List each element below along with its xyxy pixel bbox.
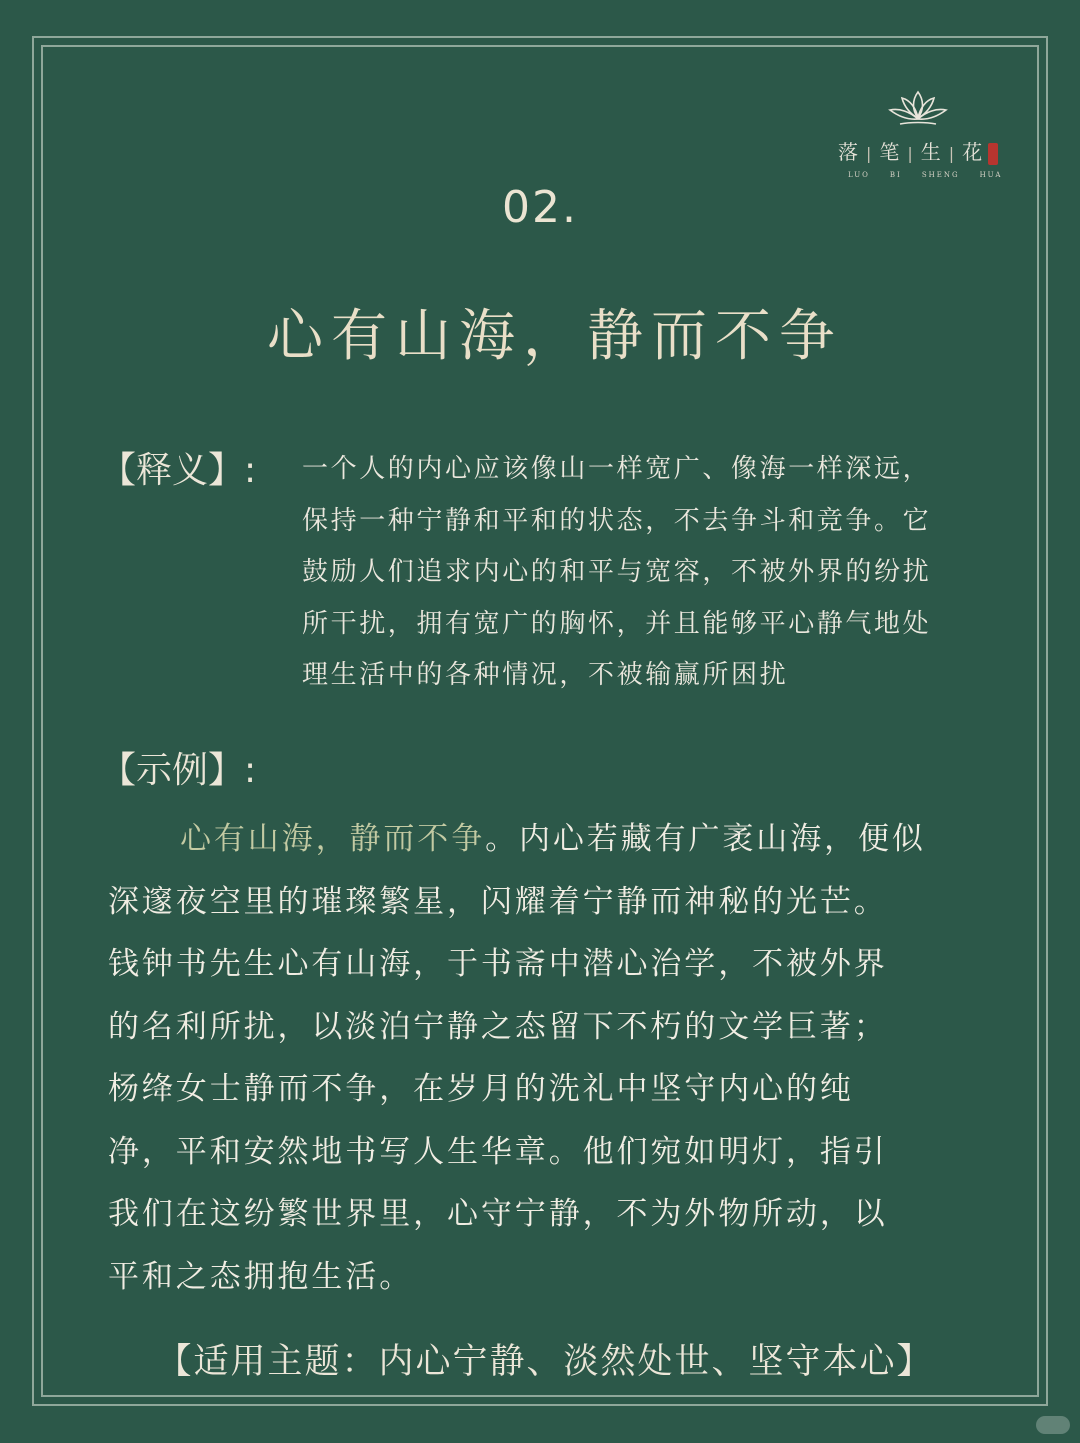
brand-char: 落 — [838, 140, 860, 164]
example-line: 杨绛女士静而不争，在岁月的洗礼中坚守内心的纯 — [108, 1071, 854, 1107]
example-label: 【示例】: — [100, 750, 257, 791]
page-title: 心有山海，静而不争 — [267, 304, 843, 369]
red-seal-icon — [988, 143, 998, 165]
lotus-icon — [886, 86, 950, 130]
example-line: 钱钟书先生心有山海，于书斋中潜心治学，不被外界 — [108, 946, 888, 982]
meaning-line: 一个人的内心应该像山一样宽广、像海一样深远， — [302, 454, 932, 484]
meaning-line: 理生活中的各种情况，不被输赢所困扰 — [302, 660, 789, 690]
example-line: 净，平和安然地书写人生华章。他们宛如明灯，指引 — [108, 1133, 888, 1170]
meaning-text — [302, 444, 992, 702]
example-line: 我们在这纷繁世界里，心守宁静，不为外物所动，以 — [108, 1196, 888, 1232]
pinyin-syllable: LUO — [848, 171, 870, 179]
brand-pinyin — [838, 171, 1003, 179]
meaning-line: 鼓励人们追求内心的和平与宽容，不被外界的纷扰 — [302, 557, 932, 587]
brand-char: 生 — [920, 140, 943, 164]
example-first-line — [108, 808, 1008, 871]
example-line: 的名利所扰，以淡泊宁静之态留下不朽的文学巨著； — [108, 1008, 888, 1045]
brand-char: 花 — [962, 140, 985, 164]
meaning-line: 所干扰，拥有宽广的胸怀，并且能够平心静气地处 — [302, 608, 932, 639]
example-first-rest: 。内心若藏有广袤山海，便似 — [485, 821, 926, 857]
example-line: 深邃夜空里的璀璨繁星，闪耀着宁静而神秘的光芒。 — [108, 883, 888, 920]
entry-number: 02. — [502, 182, 578, 233]
meaning-line: 保持一种宁静和平和的状态，不去争斗和竞争。它 — [302, 505, 932, 536]
brand-char: 笔 — [879, 140, 902, 164]
example-line: 平和之态拥抱生活。 — [108, 1258, 414, 1295]
pinyin-syllable: BI — [889, 171, 902, 179]
pinyin-syllable: SHENG — [921, 171, 960, 179]
brand-logo — [838, 86, 1003, 186]
meaning-label: 【释义】: — [100, 450, 257, 491]
watermark-badge — [1036, 1416, 1070, 1434]
example-highlight: 心有山海，静而不争 — [180, 821, 486, 857]
pinyin-syllable: HUA — [979, 171, 1003, 179]
brand-name: 落 | 笔 | 生 | 花 — [838, 136, 998, 165]
applicable-themes: 【适用主题：内心宁静、淡然处世、坚守本心】 — [156, 1342, 934, 1382]
example-text — [108, 808, 1008, 1308]
